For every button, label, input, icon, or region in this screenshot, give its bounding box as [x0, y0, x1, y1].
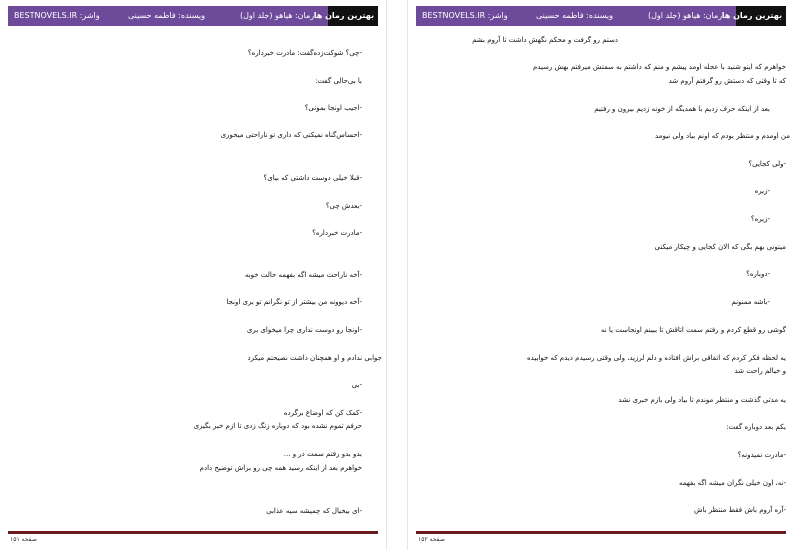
text-line: -نه، اون خیلی نگران میشه اگه بفهمه: [678, 479, 786, 487]
text-line: من اومدم و منتظر بودم که اونم بیاد ولی نیومد: [655, 132, 790, 140]
text-line: -احساس‌گناه نمیکنی که داری تو ناراحتی میخوری: [220, 131, 362, 139]
header-author: ویسنده: فاطمه حسینی: [128, 11, 205, 20]
text-line: دستم رو گرفت و محکم نگهش داشت تا آروم بشم: [472, 36, 618, 44]
text-line: -زیره: [754, 187, 770, 195]
text-line: و خیالم راحت شد: [734, 367, 786, 375]
text-line: یه لحظه فکر کردم که اتفاقی براش افتاده و دلم لرزید، ولی وقتی رسیدم دیدم که خوابیده: [526, 354, 786, 362]
text-line: -بی: [351, 381, 362, 389]
page-number: صفحه ۱۵۲: [418, 536, 445, 543]
text-line: یکم بعد دوباره گفت:: [726, 423, 786, 431]
text-line: -اونجا رو دوست نداری چرا میخوای بری: [246, 326, 362, 334]
text-line: -ولی کجایی؟: [748, 160, 786, 168]
text-line: جوابی ندادم و او همچنان داشت نصیحتم میکرد: [247, 354, 382, 362]
left-page: [0, 0, 386, 550]
text-line: -باشه ممنونم: [731, 298, 770, 306]
header-title: رمان: هیاهو (جلد اول): [240, 11, 315, 20]
text-line: -بعدش چی؟: [325, 202, 362, 210]
header-site[interactable]: BESTNOVELS.IR :واشر: [14, 11, 100, 20]
text-line: -آخه ناراحت میشه اگه بفهمه حالت خوبه: [244, 271, 362, 279]
text-line: -ای بیخیال که چمیشه سیه عذابی: [266, 507, 362, 515]
page-divider: [386, 0, 408, 550]
text-line: -آره آروم باش فقط منتظر باش: [693, 506, 786, 514]
page-footer: [8, 531, 378, 546]
header-title: رمان: هیاهو (جلد اول): [648, 11, 723, 20]
header-author: ویسنده: فاطمه حسینی: [536, 11, 613, 20]
text-line: یه مدتی گذشت و منتظر موندم تا بیاد ولی بازم خبری نشد: [618, 396, 786, 404]
page-header: [8, 6, 378, 26]
text-line: با بی‌حالی گفت:: [315, 77, 362, 85]
text-line: -آخه دیوونه من بیشتر از تو نگرانم تو بری اونجا: [226, 298, 362, 306]
text-line: میتونی بهم بگی که الان کجایی و چیکار میکنی: [654, 243, 786, 251]
header-brand: بهترین رمان ها: [313, 11, 374, 20]
text-line: -کمک کن که اوضاع برگرده: [283, 409, 362, 417]
text-line: گوشی رو قطع کردم و رفتم سمت اتاقش تا ببینم اونجاست یا نه: [600, 326, 786, 334]
text-line: حرفم تموم نشده بود که دوباره زنگ زدی تا ازم خبر بگیری: [193, 422, 362, 430]
text-line: -اجیب اونجا بمونی؟: [304, 104, 362, 112]
page-number: صفحه ۱۵۱: [10, 536, 37, 543]
text-line: -قبلا خیلی دوست داشتی که بیای؟: [263, 174, 362, 182]
text-line: -مادرت خبرداره؟: [312, 229, 362, 237]
text-line: -زیره؟: [750, 215, 770, 223]
header-site[interactable]: BESTNOVELS.IR :واشر: [422, 11, 508, 20]
text-line: -چی؟ شوکت‌زده‌گفت: مادرت خبرداره؟: [247, 49, 362, 57]
header-brand: بهترین رمان ها: [721, 11, 782, 20]
text-line: خواهرم بعد از اینکه رسید همه چی رو براش توضیح دادم: [199, 464, 362, 472]
page-header: [416, 6, 786, 26]
text-line: که تا وقتی که دستش رو گرفتم آروم شد: [668, 77, 786, 85]
text-line: بعد از اینکه حرف زدیم با همدیگه از خونه زدیم بیرون و رفتیم: [594, 105, 770, 113]
text-line: -مادرت نمیدونه؟: [737, 451, 786, 459]
page-footer: [416, 531, 786, 546]
text-line: -دوباره؟: [746, 270, 770, 278]
text-line: خواهرم که اینو شنید با عجله اومد پیشم و منم که داشتم به سمتش میرفتم بهش رسیدم: [532, 63, 786, 71]
text-line: بدو بدو رفتم سمت در و ...: [283, 450, 362, 458]
right-page: [408, 0, 794, 550]
